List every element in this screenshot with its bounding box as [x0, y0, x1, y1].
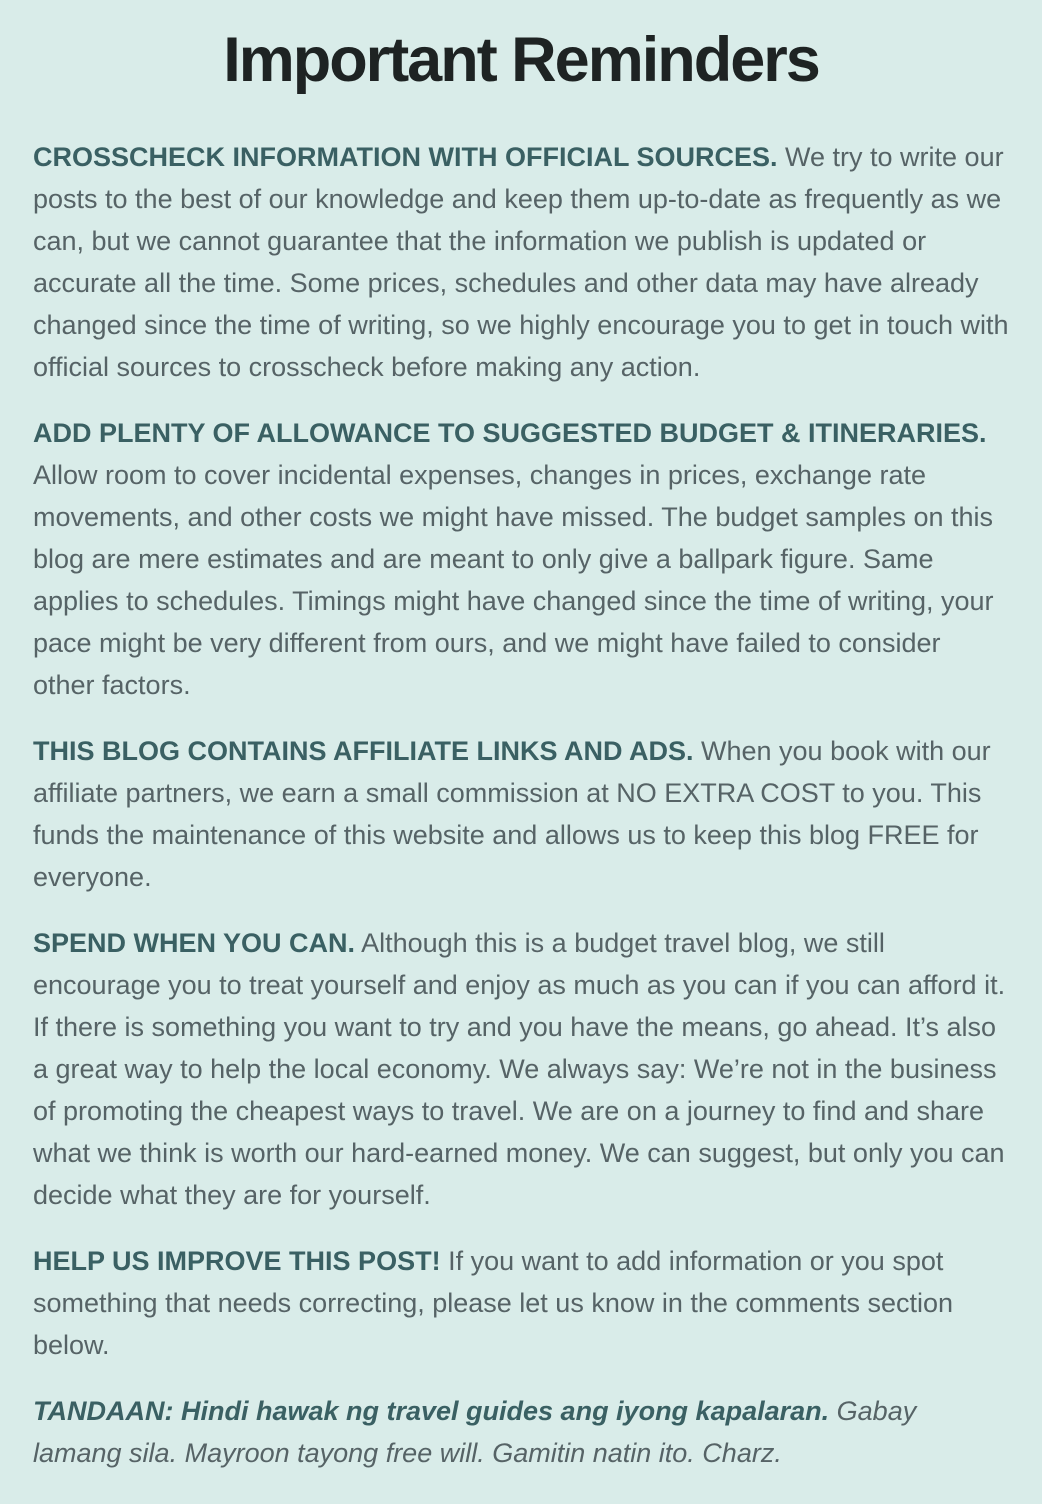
reminder-heading: ADD PLENTY OF ALLOWANCE TO SUGGESTED BUDGET & ITINERARIES.	[33, 418, 987, 449]
reminder-heading: SPEND WHEN YOU CAN.	[33, 928, 356, 959]
reminder-paragraph-allowance	[33, 412, 1009, 706]
reminder-body: Although this is a budget travel blog, we still encourage you to treat yourself and enjoy as much as you can if you can afford it. If there is something you want to try and you have the means, go ahead. It’s also a great way to help the local economy. We always say: We’re not in the business of promoting the cheapest ways to travel. We are on a journey to find and share what we think is worth our hard-earned money. We can suggest, but only you can decide what they are for yourself.	[33, 928, 1006, 1211]
footnote-body: Gabay lamang sila. Mayroon tayong free will. Gamitin natin ito. Charz.	[33, 1396, 917, 1469]
reminder-paragraph-spend	[33, 922, 1009, 1216]
reminder-heading: THIS BLOG CONTAINS AFFILIATE LINKS AND ADS.	[33, 736, 694, 767]
reminder-body: We try to write our posts to the best of our knowledge and keep them up-to-date as frequently as we can, but we cannot guarantee that the information we publish is updated or accurate all the time. Some prices, schedules and other data may have already changed since the time of writing, so we highly encourage you to get in touch with official sources to crosscheck before making any action.	[33, 142, 1009, 383]
reminder-paragraph-improve	[33, 1240, 1009, 1366]
reminder-heading: CROSSCHECK INFORMATION WITH OFFICIAL SOURCES.	[33, 142, 778, 173]
reminder-heading: HELP US IMPROVE THIS POST!	[33, 1246, 441, 1277]
footnote-lead: TANDAAN: Hindi hawak ng travel guides ang iyong kapalaran.	[33, 1396, 830, 1427]
reminder-body: Allow room to cover incidental expenses, changes in prices, exchange rate movements, and other costs we might have missed. The budget samples on this blog are mere estimates and are meant to only give a ballpark figure. Same applies to schedules. Timings might have changed since the time of writing, your pace might be very different from ours, and we might have failed to consider other factors.	[33, 460, 994, 701]
page-title: Important Reminders	[223, 25, 819, 95]
reminder-paragraph-crosscheck	[33, 136, 1009, 388]
reminder-body: When you book with our affiliate partners, we earn a small commission at NO EXTRA COST to you. This funds the maintenance of this website and allows us to keep this blog FREE for everyone.	[33, 736, 991, 893]
footnote-paragraph-tandaan	[33, 1390, 1009, 1474]
reminder-paragraph-affiliate	[33, 730, 1009, 898]
reminder-body: If you want to add information or you spot something that needs correcting, please let us know in the comments section below.	[33, 1246, 953, 1361]
